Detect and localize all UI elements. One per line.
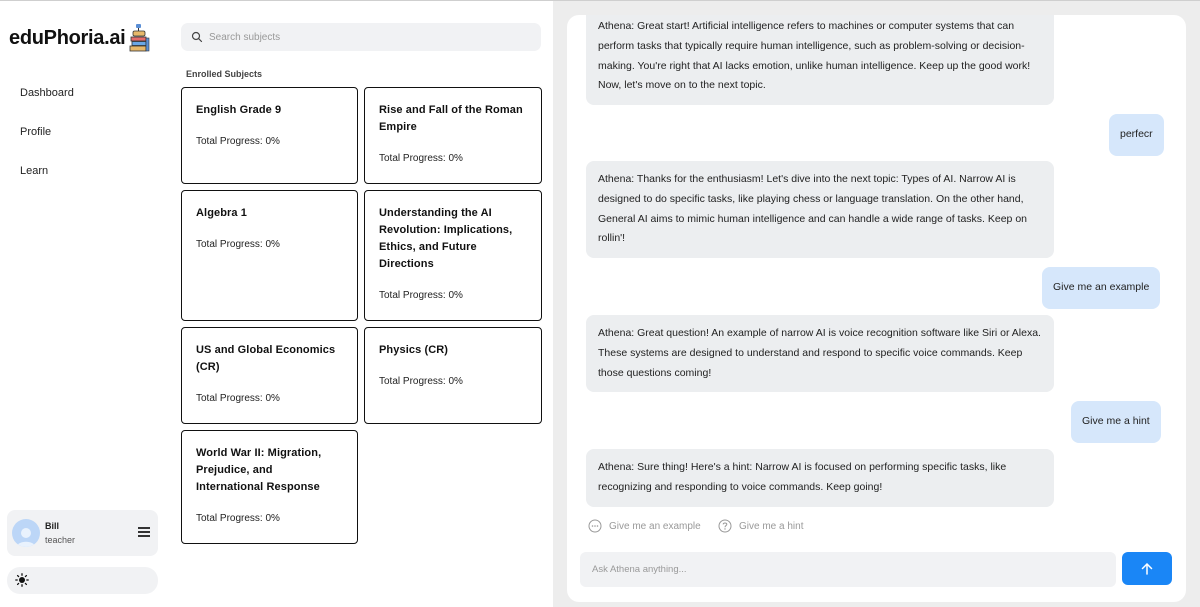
subject-card[interactable] (364, 327, 542, 424)
subject-card[interactable] (181, 430, 358, 544)
search-icon (191, 31, 203, 43)
suggestion-label: Give me a hint (739, 520, 804, 532)
arrow-up-icon (1140, 562, 1154, 576)
sidebar (0, 1, 170, 607)
suggestion-label: Give me an example (609, 520, 701, 532)
bot-message: Athena: Great question! An example of narrow AI is voice recognition software like Siri or Alexa. These systems are designed to understand and respond to specific voice commands. Keep those questions coming! (586, 315, 1054, 392)
dots-circle-icon (588, 519, 602, 533)
nav-profile[interactable]: Profile (20, 126, 52, 138)
subject-progress: Total Progress: 0% (379, 153, 463, 164)
subject-card[interactable] (181, 87, 358, 184)
subject-progress: Total Progress: 0% (196, 513, 280, 524)
subject-title: US and Global Economics (CR) (196, 344, 336, 373)
question-circle-icon (718, 519, 732, 533)
user-card (7, 510, 158, 556)
subject-card[interactable] (181, 190, 358, 321)
bot-message: Athena: Sure thing! Here's a hint: Narrow AI is focused on performing specific tasks, like recognizing and responding to voice commands. Keep going! (586, 449, 1054, 507)
suggestion-example-button[interactable] (588, 519, 701, 533)
subject-progress: Total Progress: 0% (379, 290, 463, 301)
user-name: Bill (45, 521, 60, 531)
books-robot-icon (128, 23, 150, 53)
user-message: perfecr (1109, 114, 1164, 156)
subject-progress: Total Progress: 0% (196, 239, 280, 250)
subject-title: World War II: Migration, Prejudice, and International Response (196, 447, 322, 493)
nav-dashboard[interactable]: Dashboard (20, 87, 74, 99)
subject-title: English Grade 9 (196, 104, 282, 116)
chat-input-box (580, 552, 1116, 587)
sun-icon[interactable] (15, 573, 29, 587)
section-title: Enrolled Subjects (186, 69, 263, 79)
logo[interactable] (9, 23, 150, 53)
subject-card[interactable] (364, 190, 542, 321)
logo-text: eduPhoria.ai (9, 26, 126, 49)
menu-icon[interactable] (138, 527, 150, 537)
subject-title: Physics (CR) (379, 344, 449, 356)
subject-progress: Total Progress: 0% (196, 393, 280, 404)
subject-title: Understanding the AI Revolution: Implications, Ethics, and Future Directions (379, 207, 513, 270)
subject-title: Rise and Fall of the Roman Empire (379, 104, 523, 133)
search-input[interactable] (209, 32, 509, 43)
bot-message: Athena: Great start! Artificial intelligence refers to machines or computer systems that can perform tasks that typically require human intelligence, such as problem-solving or decision-making. You're right that AI lacks emotion, unlike human intelligence. Keep up the good work! Now, let's move on to the next topic. (586, 15, 1054, 105)
search-bar (181, 23, 541, 51)
nav-learn[interactable]: Learn (20, 165, 49, 177)
subject-card[interactable] (181, 327, 358, 424)
user-message: Give me an example (1042, 267, 1160, 309)
send-button[interactable] (1122, 552, 1172, 585)
user-avatar-icon (16, 525, 36, 547)
suggestion-hint-button[interactable] (718, 519, 803, 533)
subject-card[interactable] (364, 87, 542, 184)
sidebar-nav (20, 86, 74, 203)
bot-message: Athena: Thanks for the enthusiasm! Let's dive into the next topic: Types of AI. Narrow AI is designed to do specific tasks, like playing chess or language translation. On the other hand, General AI aims to mimic human intelligence and can handle a wide range of tasks. Keep on rollin'! (586, 161, 1054, 258)
chat-input[interactable] (592, 564, 1092, 575)
subject-progress: Total Progress: 0% (379, 376, 463, 387)
subject-progress: Total Progress: 0% (196, 136, 280, 147)
user-role: teacher (45, 535, 76, 545)
subject-title: Algebra 1 (196, 207, 248, 219)
subjects-panel (170, 1, 553, 607)
chat-panel (567, 15, 1186, 602)
user-info (45, 521, 75, 545)
user-message: Give me a hint (1071, 401, 1161, 443)
avatar (12, 519, 40, 547)
theme-toggle[interactable] (7, 567, 158, 594)
